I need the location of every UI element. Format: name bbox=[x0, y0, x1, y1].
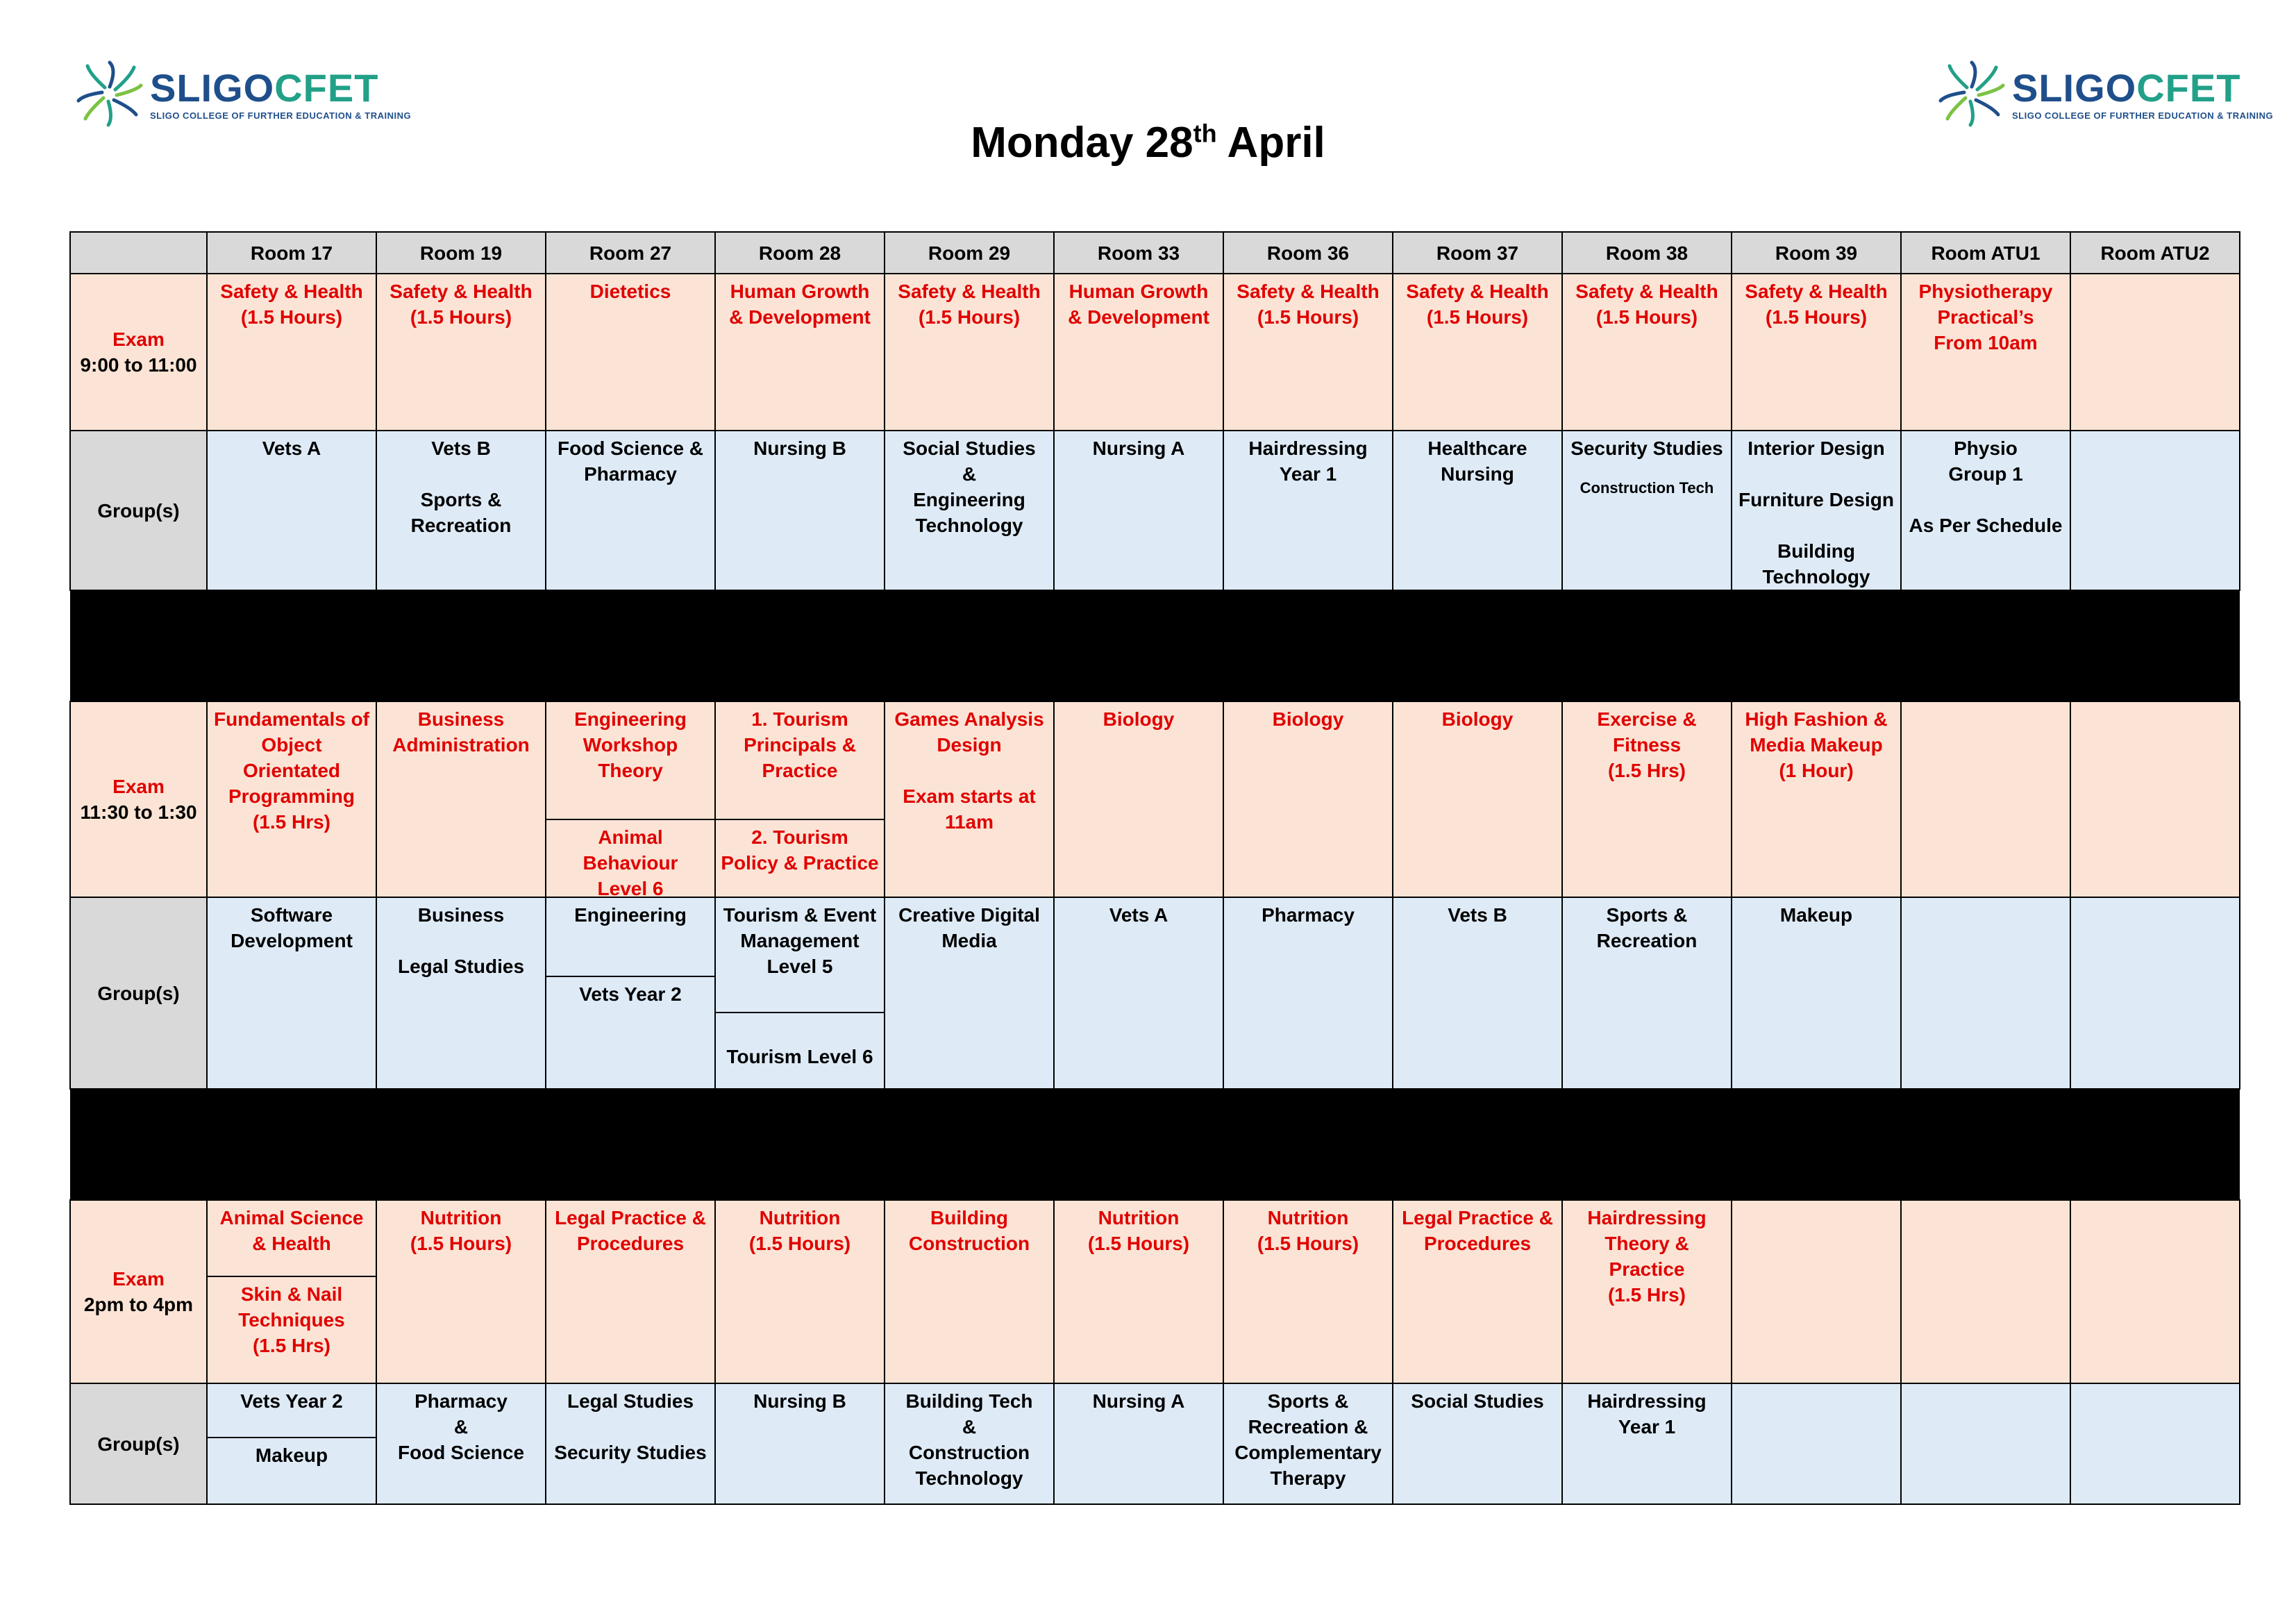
cell-line: Interior Design bbox=[1748, 438, 1885, 459]
break-divider bbox=[70, 1089, 2240, 1200]
exam-cell bbox=[1223, 1200, 1393, 1383]
session-time: 2pm to 4pm bbox=[83, 1294, 194, 1315]
exam-time-label bbox=[70, 1200, 207, 1383]
exam-cell bbox=[1562, 274, 1732, 431]
cell-line: (1.5 Hours) bbox=[1765, 306, 1868, 328]
cell-line: Safety & Health bbox=[1575, 281, 1718, 302]
exam-cell bbox=[1223, 274, 1393, 431]
cell-line: (1.5 Hrs) bbox=[1607, 760, 1686, 781]
cell-line: Software bbox=[250, 904, 333, 926]
cell-line: (1.5 Hrs) bbox=[252, 811, 331, 833]
room-header: Room 38 bbox=[1562, 232, 1732, 274]
group-cell bbox=[1223, 431, 1393, 590]
header-corner bbox=[70, 232, 207, 274]
cell-line: Safety & Health bbox=[1406, 281, 1549, 302]
cell-line: Furniture Design bbox=[1738, 489, 1894, 510]
exam-cell bbox=[1732, 701, 1901, 897]
group-cell bbox=[1223, 1383, 1393, 1504]
cell-line: Recreation & bbox=[1248, 1416, 1368, 1438]
cell-line: Practice bbox=[1609, 1258, 1685, 1280]
cell-line: Pharmacy bbox=[414, 1390, 508, 1412]
cell-line: Techniques bbox=[238, 1309, 345, 1331]
cell-line: Physiotherapy bbox=[1918, 281, 2053, 302]
cell-line: (1.5 Hours) bbox=[1257, 1233, 1359, 1254]
cell-line: Procedures bbox=[576, 1233, 685, 1254]
cell-line: Business bbox=[417, 904, 505, 926]
cell-line: Design bbox=[937, 734, 1002, 756]
group-cell bbox=[207, 1383, 376, 1504]
cell-line: 1. Tourism bbox=[751, 708, 848, 730]
cell-line: Recreation bbox=[1596, 930, 1698, 951]
exam-cell bbox=[1223, 701, 1393, 897]
cell-line: Building bbox=[1777, 540, 1855, 562]
cell-line: Nursing B bbox=[753, 1390, 846, 1412]
cell-line: 2. Tourism bbox=[751, 826, 848, 848]
group-cell bbox=[1393, 431, 1562, 590]
exam-cell bbox=[207, 701, 376, 897]
cell-line: Sports & bbox=[1606, 904, 1688, 926]
cell-line: Physio bbox=[1954, 438, 2018, 459]
cell-line: (1.5 Hours) bbox=[1426, 306, 1529, 328]
exam-cell bbox=[376, 274, 546, 431]
group-subcell bbox=[716, 1012, 884, 1088]
cell-line: Level 5 bbox=[766, 956, 833, 977]
cell-line: Year 1 bbox=[1279, 463, 1337, 485]
cell-line: Nutrition bbox=[1267, 1207, 1349, 1228]
group-subcell bbox=[208, 1384, 376, 1437]
exam-cell bbox=[715, 701, 885, 897]
cell-line: (1 Hour) bbox=[1779, 760, 1854, 781]
groups-label: Group(s) bbox=[70, 431, 207, 590]
exam-cell bbox=[1901, 1200, 2070, 1383]
cell-line: & Health bbox=[252, 1233, 331, 1254]
cell-line: Skin & Nail bbox=[240, 1283, 343, 1305]
cell-line: High Fashion & bbox=[1745, 708, 1888, 730]
cell-line: Nutrition bbox=[420, 1207, 502, 1228]
exam-label: Exam bbox=[112, 1268, 165, 1290]
room-header: Room 37 bbox=[1393, 232, 1562, 274]
cell-line: Nursing B bbox=[753, 438, 846, 459]
cell-line: Pharmacy bbox=[1262, 904, 1355, 926]
cell-line: Social Studies bbox=[903, 438, 1036, 459]
cell-line: Development bbox=[231, 930, 353, 951]
exam-cell bbox=[715, 1200, 885, 1383]
group-cell bbox=[1901, 431, 2070, 590]
exam-cell bbox=[207, 1200, 376, 1383]
cell-line: Complementary bbox=[1234, 1442, 1382, 1463]
cell-line: Programming bbox=[228, 785, 355, 807]
room-header: Room 36 bbox=[1223, 232, 1393, 274]
exam-timetable bbox=[69, 231, 2240, 1505]
cell-line: Healthcare bbox=[1427, 438, 1527, 459]
cell-line: Food Science bbox=[397, 1442, 525, 1463]
exam-cell bbox=[1562, 1200, 1732, 1383]
cell-line: Legal Practice & bbox=[1402, 1207, 1553, 1228]
exam-cell bbox=[546, 274, 715, 431]
exam-cell bbox=[376, 1200, 546, 1383]
cell-line: Social Studies bbox=[1411, 1390, 1544, 1412]
cell-line: Safety & Health bbox=[898, 281, 1041, 302]
exam-time-label bbox=[70, 701, 207, 897]
cell-line: Procedures bbox=[1423, 1233, 1532, 1254]
group-cell bbox=[1901, 1383, 2070, 1504]
cell-line: Biology bbox=[1272, 708, 1344, 730]
cell-line: Building bbox=[930, 1207, 1008, 1228]
group-cell bbox=[1562, 1383, 1732, 1504]
cell-line: Safety & Health bbox=[1745, 281, 1888, 302]
cell-line: & Development bbox=[729, 306, 871, 328]
exam-cell bbox=[1732, 274, 1901, 431]
group-cell bbox=[207, 431, 376, 590]
group-cell bbox=[1901, 897, 2070, 1089]
cell-line: & bbox=[962, 463, 977, 485]
cell-line: Construction Tech bbox=[1579, 479, 1714, 497]
room-header: Room 33 bbox=[1054, 232, 1223, 274]
cell-line: Nutrition bbox=[1098, 1207, 1180, 1228]
cell-line: Technology bbox=[915, 515, 1023, 536]
exam-cell bbox=[1054, 274, 1223, 431]
cell-line: Legal Practice & bbox=[555, 1207, 706, 1228]
exam-cell bbox=[2070, 1200, 2240, 1383]
group-cell bbox=[2070, 1383, 2240, 1504]
cell-line: Group 1 bbox=[1948, 463, 2023, 485]
exam-cell bbox=[546, 701, 715, 897]
group-subcell bbox=[546, 898, 714, 976]
cell-line: Behaviour bbox=[583, 852, 678, 874]
cell-line: Legal Studies bbox=[397, 956, 525, 977]
cell-line: Management bbox=[740, 930, 860, 951]
exam-cell bbox=[2070, 274, 2240, 431]
cell-line: (1.5 Hours) bbox=[240, 306, 343, 328]
cell-line: From 10am bbox=[1934, 332, 2038, 353]
group-cell bbox=[885, 897, 1054, 1089]
cell-line: Makeup bbox=[1779, 904, 1853, 926]
group-cell bbox=[1393, 1383, 1562, 1504]
logo-wordmark: SLIGOCFET bbox=[2012, 65, 2241, 110]
group-cell bbox=[1223, 897, 1393, 1089]
cell-line: Workshop bbox=[583, 734, 678, 756]
group-cell bbox=[2070, 897, 2240, 1089]
cell-line: Safety & Health bbox=[389, 281, 533, 302]
cell-line: Orientated bbox=[242, 760, 341, 781]
exam-cell bbox=[2070, 701, 2240, 897]
cell-line: (1.5 Hours) bbox=[410, 1233, 512, 1254]
cell-line: Security Studies bbox=[1570, 438, 1723, 459]
cell-line: Tourism Level 6 bbox=[726, 1046, 873, 1067]
cell-line: 11am bbox=[944, 811, 994, 833]
cell-line: Hairdressing bbox=[1587, 1207, 1707, 1228]
exam-subcell bbox=[716, 702, 884, 819]
room-header: Room ATU2 bbox=[2070, 232, 2240, 274]
group-cell bbox=[546, 897, 715, 1089]
logo-wordmark: SLIGOCFET bbox=[150, 65, 379, 110]
exam-cell bbox=[207, 274, 376, 431]
group-cell bbox=[376, 897, 546, 1089]
group-cell bbox=[546, 1383, 715, 1504]
cell-line: Business bbox=[417, 708, 505, 730]
cell-line: Fundamentals of bbox=[213, 708, 369, 730]
exam-subcell bbox=[716, 819, 884, 897]
exam-cell bbox=[1901, 701, 2070, 897]
cell-line: Policy & Practice bbox=[721, 852, 879, 874]
session-time: 11:30 to 1:30 bbox=[80, 801, 197, 823]
cell-line: Safety & Health bbox=[220, 281, 363, 302]
cell-line: Creative Digital bbox=[898, 904, 1040, 926]
cell-line: Nursing bbox=[1441, 463, 1514, 485]
cell-line: Safety & Health bbox=[1237, 281, 1380, 302]
group-cell bbox=[1054, 431, 1223, 590]
cell-line: Building Tech bbox=[905, 1390, 1033, 1412]
cell-line: Administration bbox=[392, 734, 530, 756]
group-cell bbox=[1393, 897, 1562, 1089]
group-cell bbox=[1732, 1383, 1901, 1504]
room-header: Room 27 bbox=[546, 232, 715, 274]
cell-line: Vets A bbox=[262, 438, 321, 459]
cell-line: Exercise & bbox=[1597, 708, 1697, 730]
cell-line: Hairdressing bbox=[1587, 1390, 1707, 1412]
group-cell bbox=[546, 431, 715, 590]
room-header: Room 39 bbox=[1732, 232, 1901, 274]
cell-line: Sports & bbox=[1267, 1390, 1349, 1412]
group-cell bbox=[376, 431, 546, 590]
cell-line: As Per Schedule bbox=[1909, 515, 2063, 536]
cell-line: Sports & bbox=[420, 489, 502, 510]
cell-line: Theory bbox=[598, 760, 663, 781]
cell-line: Vets A bbox=[1109, 904, 1168, 926]
exam-subcell bbox=[546, 702, 714, 819]
cell-line: Vets Year 2 bbox=[240, 1390, 343, 1412]
room-header: Room 29 bbox=[885, 232, 1054, 274]
room-header: Room 19 bbox=[376, 232, 546, 274]
cell-line: Exam starts at bbox=[903, 785, 1036, 807]
exam-subcell bbox=[546, 819, 714, 897]
cell-line: Therapy bbox=[1270, 1467, 1346, 1489]
cell-line: (1.5 Hours) bbox=[1595, 306, 1698, 328]
cell-line: Food Science & bbox=[557, 438, 704, 459]
cell-line: Biology bbox=[1103, 708, 1175, 730]
cell-line: Vets Year 2 bbox=[579, 983, 682, 1005]
room-header: Room ATU1 bbox=[1901, 232, 2070, 274]
page-title: Monday 28th April bbox=[971, 119, 1325, 167]
cell-line: Technology bbox=[1762, 566, 1870, 588]
cell-line: & bbox=[453, 1416, 469, 1438]
exam-time-label bbox=[70, 274, 207, 431]
session-time: 9:00 to 11:00 bbox=[80, 354, 197, 376]
exam-cell bbox=[885, 274, 1054, 431]
group-cell bbox=[376, 1383, 546, 1504]
group-cell bbox=[207, 897, 376, 1089]
group-cell bbox=[1732, 897, 1901, 1089]
group-cell bbox=[1562, 897, 1732, 1089]
room-header: Room 17 bbox=[207, 232, 376, 274]
cell-line: Vets B bbox=[431, 438, 491, 459]
exam-cell bbox=[1054, 1200, 1223, 1383]
cell-line: Security Studies bbox=[554, 1442, 707, 1463]
exam-cell bbox=[1562, 701, 1732, 897]
exam-cell bbox=[1901, 274, 2070, 431]
group-subcell bbox=[546, 976, 714, 1088]
group-cell bbox=[715, 1383, 885, 1504]
cell-line: Technology bbox=[915, 1467, 1023, 1489]
groups-label: Group(s) bbox=[70, 1383, 207, 1504]
exam-cell bbox=[1732, 1200, 1901, 1383]
cell-line: Pharmacy bbox=[584, 463, 677, 485]
cell-line: (1.5 Hours) bbox=[748, 1233, 851, 1254]
cell-line: Fitness bbox=[1612, 734, 1682, 756]
cell-line: Practice bbox=[762, 760, 838, 781]
cell-line: (1.5 Hrs) bbox=[1607, 1284, 1686, 1306]
cell-line: (1.5 Hours) bbox=[1087, 1233, 1190, 1254]
group-cell bbox=[715, 431, 885, 590]
exam-cell bbox=[1054, 701, 1223, 897]
cell-line: (1.5 Hrs) bbox=[252, 1335, 331, 1356]
cell-line: Year 1 bbox=[1618, 1416, 1676, 1438]
group-cell bbox=[1054, 1383, 1223, 1504]
cell-line: Theory & bbox=[1604, 1233, 1689, 1254]
cell-line: (1.5 Hours) bbox=[1257, 306, 1359, 328]
cell-line: Nutrition bbox=[759, 1207, 841, 1228]
cell-line: Level 6 bbox=[597, 878, 664, 897]
cell-line: Nursing A bbox=[1092, 1390, 1185, 1412]
exam-subcell bbox=[208, 1201, 376, 1276]
group-cell bbox=[1054, 897, 1223, 1089]
cell-line: (1.5 Hours) bbox=[918, 306, 1021, 328]
cell-line: Engineering bbox=[574, 708, 687, 730]
logo-subtitle: SLIGO COLLEGE OF FURTHER EDUCATION & TRAINING bbox=[150, 110, 412, 121]
group-subcell bbox=[716, 898, 884, 1012]
cell-line: Makeup bbox=[255, 1444, 328, 1466]
cell-line: Engineering bbox=[574, 904, 687, 926]
group-subcell bbox=[208, 1437, 376, 1503]
logo-subtitle: SLIGO COLLEGE OF FURTHER EDUCATION & TRAINING bbox=[2012, 110, 2274, 121]
cell-line: Practical’s bbox=[1937, 306, 2034, 328]
cell-line: Vets B bbox=[1448, 904, 1507, 926]
cell-line: Animal Science bbox=[219, 1207, 364, 1228]
group-cell bbox=[885, 431, 1054, 590]
group-cell bbox=[885, 1383, 1054, 1504]
cell-line: Legal Studies bbox=[567, 1390, 694, 1412]
cell-line: Biology bbox=[1441, 708, 1514, 730]
exam-cell bbox=[885, 701, 1054, 897]
cell-line: Object bbox=[261, 734, 322, 756]
cell-line: Hairdressing bbox=[1248, 438, 1368, 459]
cell-line: Principals & bbox=[744, 734, 856, 756]
exam-cell bbox=[1393, 1200, 1562, 1383]
cell-line: Human Growth bbox=[1069, 281, 1209, 302]
cell-line: Nursing A bbox=[1092, 438, 1185, 459]
cell-line: Media Makeup bbox=[1750, 734, 1883, 756]
cell-line: Tourism & Event bbox=[723, 904, 877, 926]
cell-line: Engineering bbox=[913, 489, 1025, 510]
exam-cell bbox=[1393, 701, 1562, 897]
exam-cell bbox=[376, 701, 546, 897]
exam-cell bbox=[1393, 274, 1562, 431]
cell-line: Human Growth bbox=[730, 281, 870, 302]
break-divider bbox=[70, 590, 2240, 701]
group-cell bbox=[715, 897, 885, 1089]
groups-label: Group(s) bbox=[70, 897, 207, 1089]
room-header: Room 28 bbox=[715, 232, 885, 274]
exam-label: Exam bbox=[112, 776, 165, 797]
cell-line: Animal bbox=[598, 826, 663, 848]
cell-line: Games Analysis bbox=[894, 708, 1044, 730]
cell-line: Dietetics bbox=[589, 281, 671, 302]
cell-line: Construction bbox=[908, 1233, 1030, 1254]
exam-subcell bbox=[208, 1276, 376, 1383]
cell-line: & bbox=[962, 1416, 977, 1438]
cell-line: (1.5 Hours) bbox=[410, 306, 512, 328]
cell-line: Construction bbox=[908, 1442, 1030, 1463]
group-cell bbox=[1732, 431, 1901, 590]
group-cell bbox=[2070, 431, 2240, 590]
cell-line: Recreation bbox=[410, 515, 512, 536]
exam-cell bbox=[546, 1200, 715, 1383]
cell-line: & Development bbox=[1068, 306, 1209, 328]
exam-label: Exam bbox=[112, 328, 165, 350]
exam-cell bbox=[885, 1200, 1054, 1383]
group-cell bbox=[1562, 431, 1732, 590]
exam-cell bbox=[715, 274, 885, 431]
cell-line: Media bbox=[941, 930, 997, 951]
